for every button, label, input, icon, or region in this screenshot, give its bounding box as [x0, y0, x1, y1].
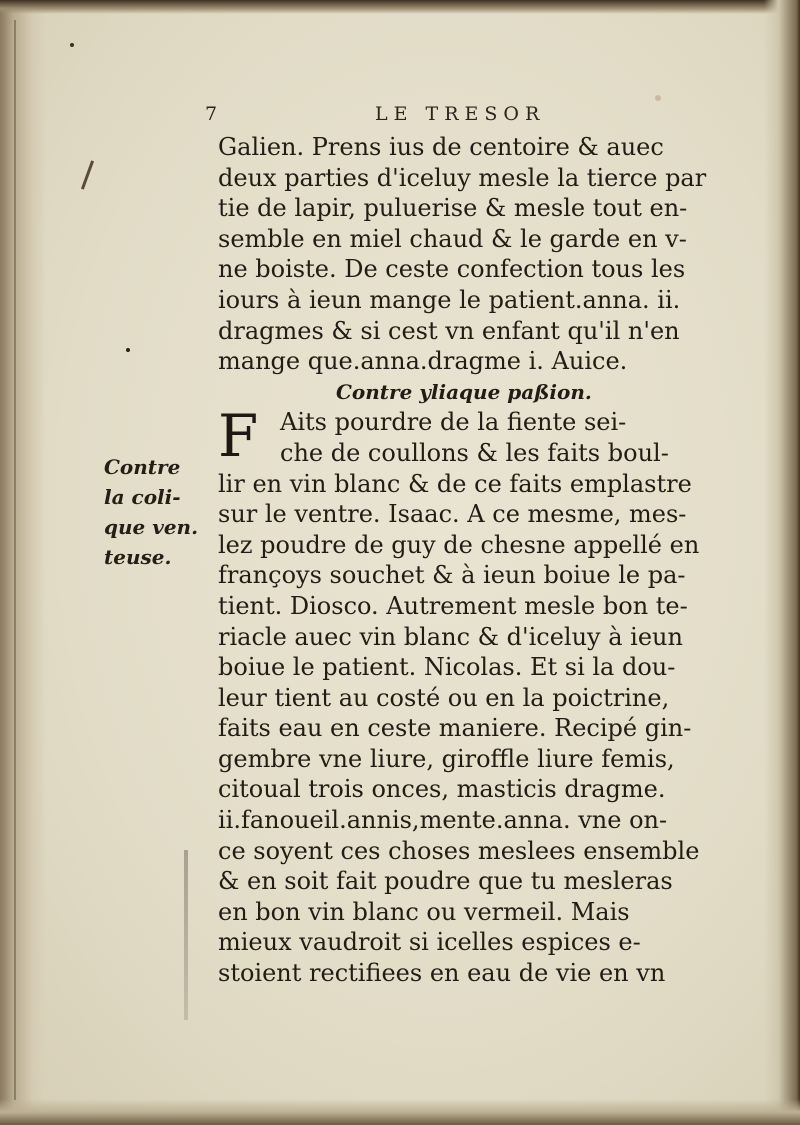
binding-gutter [0, 0, 46, 1125]
text-line: ce soyent ces choses meslees ensemble [218, 836, 700, 865]
ink-speck [126, 348, 130, 352]
page-bottom-edge [0, 1099, 800, 1125]
marginal-note [104, 452, 214, 572]
text-line: leur tient au costé ou en la poictrine, [218, 683, 670, 712]
ink-speck [655, 95, 661, 101]
text-line: citoual trois onces, masticis dragme. [218, 775, 666, 804]
ink-speck [70, 43, 74, 47]
margin-note-line: teuse. [104, 545, 172, 569]
text-line: ne boiste. De ceste confection tous les [218, 255, 686, 284]
text-line: boiue le patient. Nicolas. Et si la dou- [218, 653, 676, 682]
text-line: françoys souchet & à ieun boiue le pa- [218, 561, 686, 590]
text-line: en bon vin blanc ou vermeil. Mais [218, 897, 630, 926]
margin-note-line: la coli- [104, 485, 181, 509]
text-line: faits eau en ceste maniere. Recipé gin- [218, 714, 692, 743]
running-header [205, 103, 725, 129]
text-line: dragmes & si cest vn enfant qu'il n'en [218, 316, 680, 345]
pencil-mark [184, 850, 188, 1020]
page-top-edge [0, 0, 800, 14]
text-line: sur le ventre. Isaac. A ce mesme, mes- [218, 500, 687, 529]
text-line: mange que.anna.dragme i. Auice. [218, 347, 628, 376]
text-line: semble en miel chaud & le garde en v- [218, 224, 687, 253]
text-line: deux parties d'iceluy mesle la tierce par [218, 163, 707, 192]
text-line: & en soit fait poudre que tu mesleras [218, 867, 673, 896]
text-line: iours à ieun mange le patient.anna. ii. [218, 285, 681, 314]
drop-cap: F [218, 402, 259, 470]
text-line: gembre vne liure, giroffle liure femis, [218, 744, 675, 773]
margin-note-line: que ven. [104, 515, 199, 539]
text-line: mieux vaudroit si icelles espices e- [218, 928, 641, 957]
text-line: tient. Diosco. Autrement mesle bon te- [218, 591, 688, 620]
section-subheading: Contre yliaque paßion. [336, 379, 592, 404]
text-line: ii.fanoueil.annis,mente.anna. vne on- [218, 806, 668, 835]
text-line: che de coullons & les faits boul- [280, 438, 669, 467]
text-line: Galien. Prens ius de centoire & auec [218, 133, 664, 161]
text-line: Aits pourdre de la fiente sei- [280, 408, 627, 437]
margin-note-line: Contre [104, 455, 181, 479]
text-line: tie de lapir, puluerise & mesle tout en- [218, 194, 688, 223]
page-right-edge [764, 0, 800, 1125]
text-line: lez poudre de guy de chesne appellé en [218, 530, 700, 559]
text-line: lir en vin blanc & de ce faits emplastre [218, 469, 692, 498]
running-title: LE TRESOR [375, 103, 546, 125]
main-text-block [218, 132, 718, 989]
text-line: riacle auec vin blanc & d'iceluy à ieun [218, 622, 683, 651]
folio-number: 7 [205, 103, 224, 125]
ink-stroke [81, 160, 94, 189]
text-line: stoient rectifiees en eau de vie en vn [218, 959, 666, 988]
